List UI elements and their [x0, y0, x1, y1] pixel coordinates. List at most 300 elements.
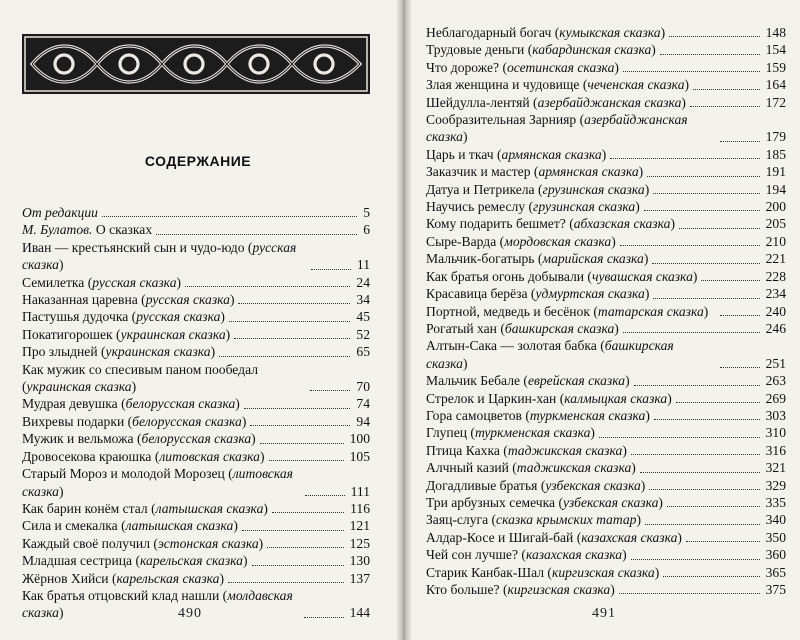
toc-entry-name: Каждый своё получил (: [22, 535, 158, 551]
toc-entry-name: Наказанная царевна (: [22, 292, 146, 308]
toc-entry-name: Три арбузных семечка (: [426, 494, 563, 510]
dot-leader: [244, 408, 351, 409]
toc-entry-name: Гора самоцветов (: [426, 407, 530, 423]
toc-entry-title: [426, 76, 689, 93]
toc-entry-page: 154: [765, 42, 786, 58]
toc-entry-title: [426, 250, 648, 267]
dot-leader: [663, 576, 759, 577]
toc-entry-closing: ): [235, 396, 240, 412]
toc-entry-title: [426, 233, 616, 250]
toc-entry-closing: ): [614, 59, 619, 75]
toc-entry-origin: молдавская сказка: [22, 587, 293, 621]
toc-entry-closing: ): [590, 425, 595, 441]
toc-entry: [426, 111, 786, 146]
toc-entry-title: [426, 94, 686, 111]
dot-leader: [619, 593, 760, 594]
toc-entry-name: Стрелок и Царкин-хан (: [426, 390, 565, 406]
dot-leader: [654, 419, 760, 420]
dot-leader: [311, 269, 351, 270]
dot-leader: [686, 541, 760, 542]
toc-entry-name: Старик Канбак-Шал (: [426, 564, 552, 580]
toc-entry: [22, 430, 370, 447]
left-page: [0, 0, 396, 640]
toc-entry-name: Глупец (: [426, 425, 475, 441]
page-number-right: 491: [592, 606, 616, 621]
toc-entry-origin: литовская сказка: [22, 466, 293, 499]
toc-entry-title: [426, 320, 619, 337]
toc-entry-name: Злая женщина и чудовище (: [426, 77, 588, 93]
toc-entry-closing: ): [622, 442, 627, 458]
toc-entry-name: Что дороже? (: [426, 59, 507, 75]
toc-entry: [426, 163, 786, 180]
toc-entry-closing: ): [658, 494, 663, 510]
dot-leader: [310, 390, 350, 391]
dot-leader: [252, 565, 344, 566]
toc-entry: [426, 233, 786, 250]
toc-entry-name: Датуа и Петрикела (: [426, 181, 543, 197]
toc-entry-name: Младшая сестрица (: [22, 553, 140, 569]
toc-entry-page: 246: [765, 320, 786, 336]
toc-entry: [426, 268, 786, 285]
toc-entry-page: 130: [349, 553, 370, 569]
toc-entry-title: [426, 215, 675, 232]
dot-leader: [102, 216, 357, 217]
page-number-left: 490: [178, 606, 202, 621]
toc-entry-name: Алчный казий (: [426, 460, 517, 476]
toc-entry-name: Портной, медведь и бесёнок (: [426, 303, 598, 319]
toc-entry: [22, 448, 370, 465]
toc-entry-origin: мордовская сказка: [504, 233, 612, 249]
dot-leader: [228, 582, 344, 583]
dot-leader: [720, 315, 760, 316]
toc-entry-page: 137: [349, 570, 370, 586]
dot-leader: [238, 303, 350, 304]
toc-entry: [426, 146, 786, 163]
toc-entry: [426, 285, 786, 302]
toc-entry-page: 144: [349, 605, 370, 621]
dot-leader: [623, 71, 760, 72]
toc-entry-title: [426, 459, 636, 476]
toc-entry-origin: М. Булатов.: [22, 222, 93, 238]
toc-entry-page: 121: [349, 518, 370, 534]
toc-entry: [426, 303, 786, 320]
toc-entry-title: [22, 326, 230, 343]
toc-entry-closing: ): [241, 413, 247, 429]
toc-entry-page: 303: [765, 407, 786, 423]
toc-entry: [426, 511, 786, 528]
toc-entry-origin: эстонская сказка: [157, 535, 259, 551]
toc-entry-title: [22, 448, 265, 465]
toc-entry-name: Дровосекова краюшка (: [22, 448, 160, 464]
toc-entry: [426, 41, 786, 58]
right-page: [412, 0, 800, 640]
dot-leader: [653, 298, 759, 299]
toc-entry-title: [22, 395, 240, 412]
toc-entry-name: Как братья огонь добывали (: [426, 268, 592, 284]
toc-entry-name: Алдар-Косе и Шигай-бай (: [426, 529, 582, 545]
toc-entry-closing: ): [636, 512, 641, 528]
toc-entry-name: Как братья отцовский клад нашли (: [22, 587, 228, 603]
dot-leader: [623, 332, 760, 333]
toc-entry-closing: ): [614, 320, 619, 336]
dot-leader: [640, 472, 760, 473]
toc-entry-title: [22, 361, 306, 396]
toc-entry-title: [22, 343, 215, 360]
toc-entry: [426, 94, 786, 111]
toc-entry-page: 210: [765, 233, 786, 249]
dot-leader: [242, 530, 344, 531]
toc-entry-page: 100: [349, 431, 370, 447]
toc-entry-origin: белорусская сказка: [125, 396, 236, 412]
toc-entry-title: [426, 198, 640, 215]
dot-leader: [234, 338, 350, 339]
dot-leader: [304, 617, 344, 618]
toc-entry-title: [426, 494, 663, 511]
toc-entry-title: [426, 372, 630, 389]
toc-entry-page: 205: [765, 216, 786, 232]
toc-entry-title: [426, 146, 606, 163]
dot-leader: [631, 559, 760, 560]
toc-entry-closing: ): [233, 518, 238, 534]
toc-entry-name: Неблагодарный богач (: [426, 25, 560, 40]
toc-entry-origin: кабардинская сказка: [532, 42, 652, 58]
toc-entry-closing: ): [681, 94, 686, 110]
dot-leader: [667, 506, 760, 507]
toc-entry-origin: карельская сказка: [140, 553, 243, 569]
toc-entry-title: [22, 239, 307, 274]
dot-leader: [690, 106, 760, 107]
toc-entry-page: 200: [765, 199, 786, 215]
toc-entry-page: 375: [765, 582, 786, 597]
dot-leader: [647, 176, 759, 177]
toc-entry-origin: узбекская сказка: [545, 477, 641, 493]
toc-entry: [426, 459, 786, 476]
toc-entry-title: [426, 285, 649, 302]
toc-entry-closing: ): [611, 233, 616, 249]
toc-entry-page: 159: [765, 59, 786, 75]
toc-entry-closing: ): [176, 274, 182, 290]
toc-entry-closing: ): [601, 146, 607, 162]
toc-entry-page: 269: [765, 390, 786, 406]
dot-leader: [631, 454, 760, 455]
toc-entry: [426, 477, 786, 494]
toc-entry-name: Вихревы подарки (: [22, 413, 133, 429]
dot-leader: [260, 443, 344, 444]
dot-leader: [701, 280, 759, 281]
toc-entry: [426, 581, 786, 598]
toc-entry-origin: русская сказка: [22, 239, 297, 273]
toc-entry-origin: латышская сказка: [155, 500, 264, 516]
toc-entry-origin: белорусская сказка: [132, 413, 242, 429]
toc-entry-name: Мальчик-богатырь (: [426, 251, 543, 267]
celtic-knot-ornament: [22, 34, 370, 94]
toc-entry-origin: туркменская сказка: [474, 425, 591, 441]
toc-entry: [426, 407, 786, 424]
toc-entry-title: [22, 413, 246, 430]
dot-leader: [669, 36, 759, 37]
toc-entry-name: Птица Кахка (: [426, 442, 508, 458]
dot-leader: [660, 54, 760, 55]
toc-entry-title: [426, 163, 643, 180]
toc-entry: [22, 343, 370, 360]
toc-entry-title: [426, 268, 697, 285]
toc-entry-name: Царь и ткач (: [426, 146, 502, 162]
toc-entry-origin: литовская сказка: [159, 448, 260, 464]
toc-entry-closing: ): [58, 483, 64, 499]
toc-entry-page: 350: [765, 529, 786, 545]
dot-leader: [599, 437, 760, 438]
dot-leader: [634, 385, 760, 386]
toc-entry-origin: туркменская сказка: [529, 407, 646, 423]
toc-entry-title: [426, 511, 641, 528]
toc-entry-closing: ): [703, 303, 709, 319]
toc-entry-origin: узбекская сказка: [562, 494, 659, 510]
toc-entry-name: Кому подарить бешмет? (: [426, 216, 574, 232]
toc-entry-origin: азербайджанская сказка: [426, 112, 688, 145]
toc-entry-closing: О сказках: [92, 222, 153, 238]
toc-entry-origin: армянская сказка: [538, 164, 639, 180]
toc-entry-page: 240: [765, 303, 786, 319]
toc-entry-closing: ): [692, 268, 698, 284]
toc-entry-closing: ): [660, 25, 666, 40]
toc-entry-page: 105: [349, 448, 370, 464]
toc-entry-name: Мужик и вельможа (: [22, 431, 142, 447]
toc-entry: [22, 552, 370, 569]
dot-leader: [645, 524, 760, 525]
toc-entry-name: Семилетка (: [22, 274, 93, 290]
toc-entry-origin: сказка крымских татар: [496, 512, 637, 528]
toc-entry-page: 228: [765, 268, 786, 284]
toc-entry-closing: ): [651, 42, 656, 58]
toc-entry-origin: чеченская сказка: [587, 77, 685, 93]
toc-entry-closing: ): [219, 570, 224, 586]
toc-entry-page: 45: [356, 309, 370, 325]
toc-entry: [426, 372, 786, 389]
toc-entry-closing: ): [610, 582, 615, 597]
toc-entry-page: 194: [765, 181, 786, 197]
toc-entry: [22, 308, 370, 325]
toc-entry-page: 11: [356, 257, 370, 273]
toc-entry-origin: киргизская сказка: [507, 582, 611, 597]
toc-entry: [22, 221, 370, 238]
toc-entry-page: 329: [765, 477, 786, 493]
toc-entry: [22, 326, 370, 343]
toc-entry: [426, 494, 786, 511]
toc-entry-closing: ): [258, 535, 264, 551]
toc-entry-closing: ): [225, 326, 231, 342]
toc-entry-closing: ): [667, 390, 672, 406]
toc-entry-closing: ): [622, 547, 627, 563]
toc-entry-origin: таджикская сказка: [507, 442, 623, 458]
toc-entry: [22, 465, 370, 500]
toc-entry: [426, 181, 786, 198]
toc-entry-title: [426, 41, 656, 58]
toc-entry-page: 310: [765, 425, 786, 441]
toc-entry: [426, 424, 786, 441]
toc-list-left: [22, 204, 370, 622]
toc-entry-closing: ): [263, 500, 268, 516]
toc-entry-name: Покатигорошек (: [22, 326, 121, 342]
toc-entry: [426, 24, 786, 41]
toc-entry-title: [22, 308, 225, 325]
toc-entry-closing: ): [220, 309, 225, 325]
dot-leader: [305, 495, 345, 496]
book-gutter: [396, 0, 412, 640]
toc-entry-page: 111: [350, 483, 370, 499]
toc-entry-origin: казахская сказка: [581, 529, 678, 545]
toc-entry-name: Красавица берёза (: [426, 286, 536, 302]
toc-entry-title: [22, 465, 301, 500]
toc-entry-origin: абхазская сказка: [573, 216, 671, 232]
dot-leader: [185, 286, 350, 287]
toc-entry-origin: киргизская сказка: [551, 564, 655, 580]
toc-entry-origin: армянская сказка: [501, 146, 602, 162]
toc-entry-title: [426, 111, 716, 146]
dot-leader: [644, 210, 760, 211]
toc-entry-page: 74: [356, 396, 370, 412]
toc-entry: [22, 239, 370, 274]
toc-entry-page: 172: [765, 94, 786, 110]
toc-entry-origin: От редакции: [22, 205, 98, 220]
toc-entry: [22, 535, 370, 552]
toc-entry-closing: ): [462, 129, 468, 145]
dot-leader: [267, 547, 343, 548]
toc-entry-closing: ): [638, 164, 644, 180]
toc-entry-closing: ): [635, 199, 640, 215]
toc-entry-page: 321: [765, 460, 786, 476]
toc-entry-closing: ): [640, 477, 646, 493]
dot-leader: [720, 141, 760, 142]
toc-entry-name: Кто больше? (: [426, 582, 508, 597]
toc-entry-page: 234: [765, 286, 786, 302]
toc-entry-name: Пастушья дудочка (: [22, 309, 137, 325]
dot-leader: [652, 263, 759, 264]
toc-entry-origin: украинская сказка: [120, 326, 226, 342]
dot-leader: [676, 402, 760, 403]
toc-entry-name: Как барин конём стал (: [22, 500, 156, 516]
toc-entry-title: [22, 500, 268, 517]
toc-entry-name: Как мужик со спесивым паном пообедал (: [22, 361, 259, 395]
dot-leader: [219, 356, 350, 357]
toc-entry-title: [426, 181, 649, 198]
dot-leader: [720, 367, 760, 368]
toc-entry-title: [426, 477, 645, 494]
dot-leader: [693, 89, 760, 90]
toc-entry-title: [426, 407, 650, 424]
toc-entry-origin: грузинская сказка: [533, 199, 636, 215]
toc-entry-name: Сообразительная Зарнияр (: [426, 112, 585, 128]
toc-entry: [426, 564, 786, 581]
toc-entry-name: Про злыдней (: [22, 344, 106, 360]
toc-entry-closing: ): [251, 431, 256, 447]
toc-entry-page: 164: [765, 77, 786, 93]
toc-entry: [426, 76, 786, 93]
toc-entry-page: 185: [765, 146, 786, 162]
toc-entry-page: 52: [356, 326, 370, 342]
toc-entry-title: [22, 517, 238, 534]
toc-entry-name: Жёрнов Хийси (: [22, 570, 117, 586]
toc-entry-closing: ): [645, 407, 650, 423]
toc-entry-title: [426, 546, 627, 563]
toc-entry-origin: калмыцкая сказка: [564, 390, 668, 406]
toc-entry-origin: башкирская сказка: [504, 320, 615, 336]
toc-entry-closing: ): [625, 373, 630, 389]
toc-entry-closing: ): [242, 553, 248, 569]
toc-entry-origin: марийская сказка: [542, 251, 644, 267]
toc-entry-page: 340: [765, 512, 786, 528]
toc-entry-name: Заказчик и мастер (: [426, 164, 539, 180]
toc-entry-page: 263: [765, 373, 786, 389]
toc-entry: [426, 59, 786, 76]
toc-entry-title: [22, 204, 98, 221]
toc-entry-origin: белорусская сказка: [141, 431, 252, 447]
toc-entry-name: Заяц-слуга (: [426, 512, 497, 528]
toc-entry-origin: латышская сказка: [125, 518, 234, 534]
toc-entry-origin: русская сказка: [145, 292, 230, 308]
toc-entry-closing: ): [58, 257, 64, 273]
toc-entry-page: 335: [765, 494, 786, 510]
toc-entry-origin: еврейская сказка: [527, 373, 626, 389]
toc-entry-page: 24: [356, 274, 370, 290]
toc-entry-page: 65: [356, 344, 370, 360]
toc-entry: [426, 529, 786, 546]
dot-leader: [272, 512, 344, 513]
toc-entry-name: Шейдулла-лентяй (: [426, 94, 538, 110]
toc-entry-name: Рогатый хан (: [426, 320, 505, 336]
toc-entry-closing: ): [644, 181, 650, 197]
toc-entry-page: 360: [765, 547, 786, 563]
dot-leader: [269, 460, 344, 461]
toc-entry-page: 221: [765, 251, 786, 267]
toc-entry-title: [426, 24, 665, 41]
dot-leader: [620, 245, 760, 246]
toc-entry-closing: ): [229, 292, 235, 308]
toc-entry-page: 148: [765, 25, 786, 40]
toc-entry: [22, 361, 370, 396]
dot-leader: [229, 321, 350, 322]
toc-entry-name: Иван — крестьянский сын и чудо-юдо (: [22, 239, 253, 255]
toc-entry-origin: грузинская сказка: [542, 181, 645, 197]
toc-entry: [22, 274, 370, 291]
toc-entry-closing: ): [58, 605, 64, 621]
toc-entry-title: [22, 221, 152, 238]
toc-entry-name: Трудовые деньги (: [426, 42, 533, 58]
toc-entry-page: 191: [765, 164, 786, 180]
toc-entry: [22, 570, 370, 587]
toc-entry-page: 5: [363, 205, 370, 220]
toc-entry-origin: кумыкская сказка: [559, 25, 661, 40]
toc-entry-page: 365: [765, 564, 786, 580]
toc-entry-title: [426, 424, 595, 441]
toc-entry-closing: ): [259, 448, 265, 464]
toc-entry-closing: ): [462, 355, 468, 371]
toc-entry: [22, 395, 370, 412]
toc-entry: [426, 198, 786, 215]
dot-leader: [610, 158, 759, 159]
toc-entry: [22, 291, 370, 308]
toc-entry-page: 34: [356, 292, 370, 308]
toc-entry-origin: украинская сказка: [26, 379, 132, 395]
dot-leader: [156, 234, 357, 235]
toc-entry-closing: ): [644, 286, 650, 302]
dot-leader: [250, 425, 350, 426]
toc-entry-title: [22, 535, 263, 552]
toc-entry: [22, 204, 370, 221]
toc-entry-page: 179: [765, 129, 786, 145]
toc-list-right: [426, 24, 786, 598]
toc-heading: СОДЕРЖАНИЕ: [144, 153, 252, 169]
toc-entry-origin: башкирская сказка: [426, 338, 674, 371]
